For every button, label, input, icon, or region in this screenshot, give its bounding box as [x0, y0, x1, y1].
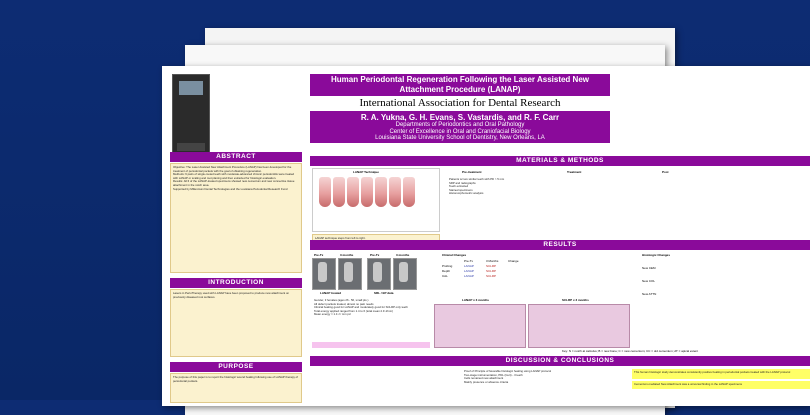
clinical-changes-table — [442, 259, 530, 279]
laser-device-photo — [172, 74, 210, 156]
micro-label-right: SCLRP x 3 months — [562, 298, 589, 302]
purpose-heading: PURPOSE — [170, 362, 302, 372]
affiliation-3: Louisiana State University School of Dentistry, New Orleans, LA — [375, 135, 545, 141]
micrograph-lanap — [434, 304, 526, 348]
lanap-technique-figure — [312, 168, 440, 232]
tooth-step-5 — [375, 177, 387, 207]
association-name: International Association for Dental Research — [359, 97, 561, 109]
histology-row-1: New CEM — [642, 266, 656, 270]
tooth-step-3 — [347, 177, 359, 207]
histologic-changes-title: Histologic Changes — [642, 253, 671, 257]
discussion-point-1: Proof of Principle of favorable histologic healing using LANAP protocol — [464, 369, 552, 373]
discussion-points — [462, 368, 612, 404]
discussion-heading: DISCUSSION & CONCLUSIONS — [310, 356, 810, 366]
abstract-methods: Methods: 6 pairs of single-rooted teeth with moderate-advanced chronic periodontitis were treated with LANAP or scaling and root planing and then extracted for histologic evaluation. — [173, 172, 295, 180]
results-heading: RESULTS — [310, 240, 810, 250]
method-bullet-5: Histomorphometric analysis — [449, 191, 484, 196]
method-bullet-2: SRP and radiographs — [449, 180, 476, 185]
method-bullet-3: Teeth extracted — [449, 184, 469, 189]
abstract-objective: Objective: The Laser Assisted New Attachment Procedure (LANAP) has been developed for the treatment of periodontal pockets with the goal of obtaining regeneration. — [173, 165, 292, 173]
micrograph-key: Key: N = notch at calculus; B = new bone; C = new cementum; CC = old cementum; AT = apical extent — [562, 349, 699, 353]
xray-lanap-pre — [312, 258, 336, 290]
introduction-body: Lasers in PerioTherapy used with LANAP have been proposed to produce new attachment on previously diseased root surfaces. — [170, 289, 302, 357]
authors-block — [310, 111, 610, 143]
xray-label-1: Pre-Tx — [314, 253, 324, 257]
tooth-step-2 — [333, 177, 345, 207]
figure-caption: LANAP technique steps from left to right. — [312, 234, 440, 246]
xray-lanap-post — [338, 258, 362, 290]
device-screen — [179, 81, 203, 95]
tooth-step-7 — [403, 177, 415, 207]
xray-caption-left: LANAP treated — [320, 291, 342, 295]
materials-heading: MATERIALS & METHODS — [310, 156, 810, 166]
results-stats — [312, 297, 430, 341]
affiliation-2: Center of Excellence in Oral and Craniofacial Biology — [389, 128, 531, 135]
stat-1: Gender, 3 females (ages 26 - 56, small pts.) — [314, 298, 369, 302]
conclusion-highlight-2: Cementum-mediated New Attachment was a universal finding in the LANAP specimens — [632, 381, 810, 389]
methods-list — [447, 176, 537, 238]
col-pretreatment: Pre-treatment — [462, 170, 482, 174]
abstract-support: Supported by Millennium Dental Technologies and the Louisiana Periodontal Research Fund — [173, 186, 288, 191]
device-base — [177, 143, 205, 151]
introduction-heading: INTRODUCTION — [170, 278, 302, 288]
table-row-cal: CAL LANAP SCLRP — [442, 274, 497, 278]
abstract-heading: ABSTRACT — [170, 152, 302, 162]
method-bullet-4: Stained specimens — [449, 187, 473, 192]
tooth-step-4 — [361, 177, 373, 207]
table-row-depth: Depth LANAP SCLRP — [442, 269, 497, 273]
stat-2: All defect pockets treated, almost no pain needs — [314, 301, 374, 306]
discussion-point-3: Cells remained new attachment — [464, 376, 504, 381]
clinical-changes-title: Clinical Changes — [442, 253, 467, 257]
stats-highlight — [312, 342, 430, 348]
histology-row-3: New ATTN — [642, 292, 657, 296]
stat-3: Clinical healing good for LANAP and moderately good for SCLRP only teeth — [314, 305, 408, 310]
tooth-step-1 — [319, 177, 331, 207]
tooth-step-6 — [389, 177, 401, 207]
figure-title: LANAP Technique — [353, 170, 379, 174]
abstract-body — [170, 163, 302, 273]
abstract-results: Results: All 6 of the LANAP-treated specimens showed new cementum and new connective tissue attachment in the notch area. — [173, 179, 295, 187]
table-header-row: Pre-Tx 3 Months Change — [464, 259, 519, 263]
col-treatment: Treatment — [567, 170, 582, 174]
discussion-point-4: Mainly presence or absence criteria — [464, 379, 509, 384]
histology-row-2: New COL — [642, 279, 656, 283]
affiliation-1: Departments of Periodontics and Oral Pathology — [395, 122, 525, 128]
discussion-point-2: Two-stage instrumentation, PDL (Cert) - 3 teeth — [464, 372, 523, 377]
xray-label-3: Pre-Tx — [370, 253, 380, 257]
method-bullet-1: Patients w/ two similar teeth with PD > 5 mm — [449, 177, 505, 181]
table-row-probing: Probing LANAP SCLRP — [442, 264, 497, 268]
xray-label-4: 3 months — [396, 253, 410, 257]
xray-caption-right: SRL / EP data — [374, 291, 394, 295]
poster-title: Human Periodontal Regeneration Following the Laser Assisted New Attachment Procedure (LANAP) — [310, 74, 610, 96]
xray-srp-pre — [367, 258, 391, 290]
authors: R. A. Yukna, G. H. Evans, S. Vastardis, and R. F. Carr — [360, 113, 560, 122]
col-post: Post — [662, 170, 669, 174]
conclusion-highlight-1: This human histologic study demonstrates consistently positive healing in periodontal pockets treated with the LANAP protocol — [632, 369, 810, 379]
micrograph-sclrp — [528, 304, 630, 348]
micro-label-left: LANAP x 3 months — [462, 298, 489, 302]
purpose-body: The purpose of this paper is to report the histologic wound healing following use of LANAP therapy of periodontal pockets. — [170, 373, 302, 403]
technique-teeth — [319, 177, 415, 207]
poster-sheet — [162, 66, 810, 406]
xray-label-2: 3 months — [340, 253, 354, 257]
xray-srp-post — [393, 258, 417, 290]
stat-4: Total energy applied ranged from 1.4 to 6 (total mean 2.9 J/mm) — [314, 308, 393, 313]
stat-5: Mean energy = 1.4 J / mm pd — [314, 312, 351, 317]
